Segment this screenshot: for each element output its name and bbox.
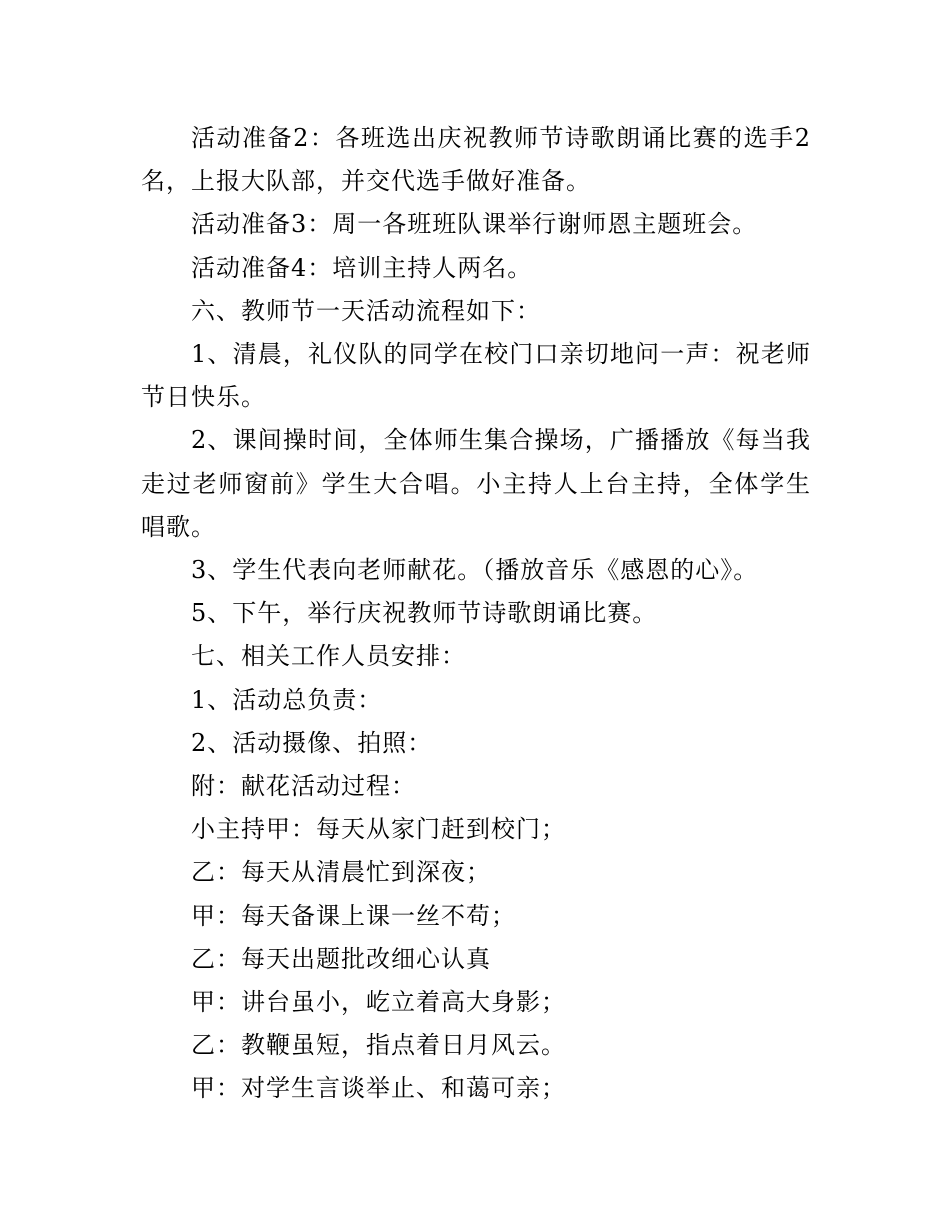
section-heading-6: 六、教师节一天活动流程如下： [191,296,541,325]
dialogue-line: 乙：每天从清晨忙到深夜； [191,858,491,887]
appendix-heading: 附：献花活动过程： [191,772,416,801]
paragraph-prep-4: 活动准备4：培训主持人两名。 [191,253,533,282]
paragraph-flow-1: 1、清晨，礼仪队的同学在校门口亲切地问一声：祝老师节日快乐。 [141,340,811,412]
paragraph-prep-2: 活动准备2：各班选出庆祝教师节诗歌朗诵比赛的选手2名，上报大队部，并交代选手做好准备。 [141,124,811,196]
document-body [141,117,811,1111]
dialogue-line: 小主持甲：每天从家门赶到校门； [191,815,566,844]
paragraph-staff-1: 1、活动总负责： [191,685,383,714]
dialogue-line: 乙：教鞭虽短，指点着日月风云。 [191,1031,566,1060]
dialogue-line: 甲：对学生言谈举止、和蔼可亲； [191,1074,566,1103]
section-heading-7: 七、相关工作人员安排： [191,642,466,671]
dialogue-line: 甲：每天备课上课一丝不苟； [191,901,516,930]
dialogue-line: 乙：每天出题批改细心认真 [191,944,491,973]
paragraph-flow-2: 2、课间操时间，全体师生集合操场，广播播放《每当我走过老师窗前》学生大合唱。小主持人上台主持，全体学生唱歌。 [141,426,811,541]
paragraph-flow-5: 5、下午，举行庆祝教师节诗歌朗诵比赛。 [191,599,658,628]
paragraph-flow-3: 3、学生代表向老师献花。（播放音乐《感恩的心》。 [191,556,759,585]
paragraph-prep-3: 活动准备3：周一各班班队课举行谢师恩主题班会。 [191,210,758,239]
paragraph-staff-2: 2、活动摄像、拍照： [191,728,433,757]
dialogue-line: 甲：讲台虽小，屹立着高大身影； [191,988,566,1017]
